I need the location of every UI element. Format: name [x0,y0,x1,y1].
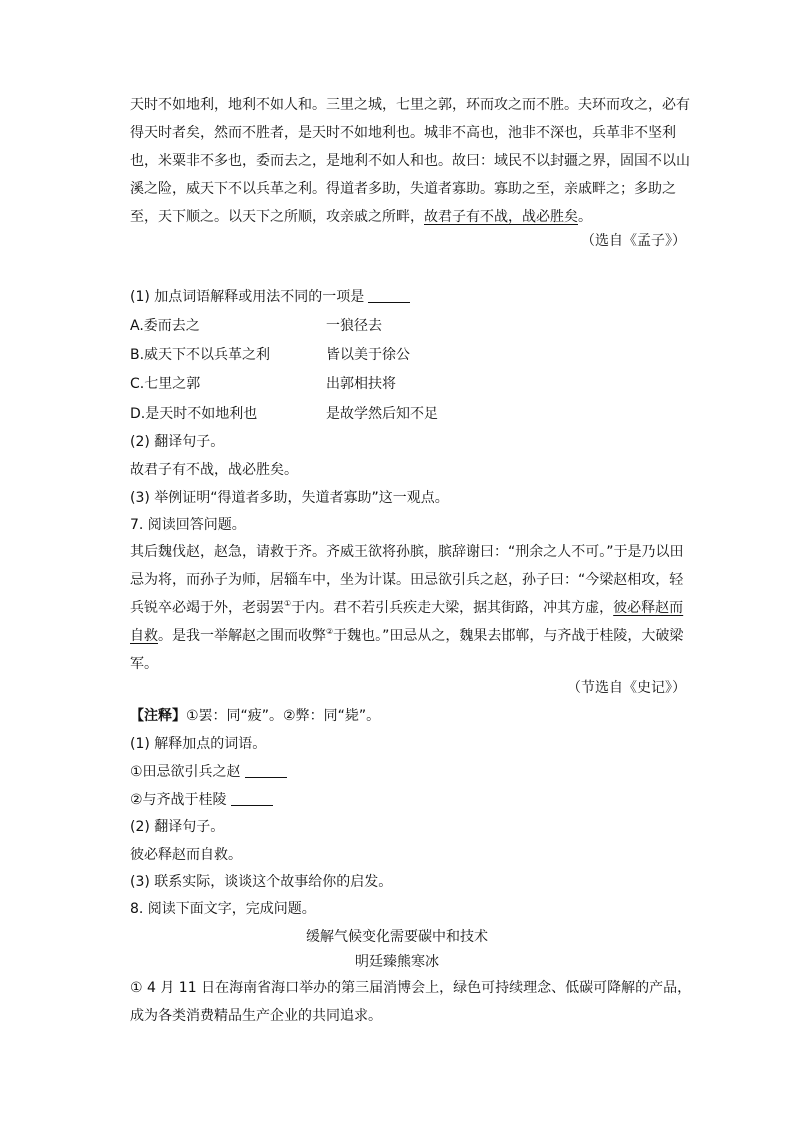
option-c-right: 出郭相扶将 [326,376,396,392]
q7-sub2-prompt: (2) 翻译句子。 [130,819,225,835]
answer-blank[interactable] [368,302,410,303]
option-c-left: C.七里之郭 [130,376,201,392]
option-d-left: D.是天时不如地利也 [130,406,258,422]
q7-sub1-prompt: (1) 解释加点的词语。 [130,736,267,752]
answer-blank[interactable] [231,805,273,806]
notes-label: 【注释】 [130,708,186,724]
notes-text: ①罢：同“疲”。②弊：同“毙”。 [186,708,381,724]
q6-sub1 [130,287,410,307]
shiji-text-1: 其后魏伐赵，赵急，请救于齐。齐威王欲将孙膑，膑辞谢曰：“刑余之人不可。”于是乃以田忌为将，而孙子为师，居辎车中，坐为计谋。田忌欲引兵之赵，孙子曰：“今梁赵相攻，轻兵锐卒必竭于外，老弱罢 [130,544,684,616]
option-a-right: 一狼径去 [326,318,382,334]
q7-heading: 7. 阅读回答问题。 [130,517,246,533]
shiji-text-4: 于魏也。”田忌从之，魏果去邯郸，与齐战于桂陵，大破梁军。 [130,628,684,672]
notes [130,706,380,726]
note-mark-1: ① [284,599,292,608]
passage-mencius [130,91,696,231]
answer-blank[interactable] [245,777,287,778]
q7-sub1-b-text: ②与齐战于桂陵 [130,792,227,808]
shiji-text-3: 。是我一举解赵之围而收弊 [158,628,326,644]
passage-text: 天时不如地利，地利不如人和。三里之城，七里之郭，环而攻之而不胜。夫环而攻之，必有得天时者矣，然而不胜者，是天时不如地利也。城非不高也，池非不深也，兵革非不坚利也，米粟非不多也，委而去之，是地利不如人和也。故曰：域民不以封疆之界，固国不以山溪之险，威天下不以兵革之利。得道者多助，失道者寡助。寡助之至，亲戚畔之；多助之至，天下顺之。以天下之所顺，攻亲戚之所畔， [130,97,690,225]
shiji-source: （节选自《史记》） [567,680,686,696]
q6-sub2-prompt: (2) 翻译句子。 [130,434,225,450]
passage-end: 。 [578,209,592,225]
q6-sub2-sentence: 故君子有不战，战必胜矣。 [130,462,298,478]
q7-sub1-b [130,790,273,810]
passage-source: （选自《孟子》） [581,233,686,249]
note-mark-2: ② [326,627,334,636]
article-author: 明廷臻熊寒冰 [355,954,439,970]
shiji-text-2: 于内。君不若引兵疾走大梁，据其街路，冲其方虚， [291,600,614,616]
option-b-left: B.威天下不以兵革之利 [130,347,271,363]
q6-sub3-prompt: (3) 举例证明“得道者多助，失道者寡助”这一观点。 [130,490,449,506]
q7-sub1-a [130,762,287,782]
q7-sub2-sentence: 彼必释赵而自救。 [130,847,242,863]
q8-heading: 8. 阅读下面文字，完成问题。 [130,901,316,917]
option-a-left: A.委而去之 [130,318,200,334]
article-title: 缓解气候变化需要碳中和技术 [306,929,488,945]
underlined-sentence: 彼必释赵而自救 [130,600,684,644]
q7-sub3-prompt: (3) 联系实际，谈谈这个故事给你的启发。 [130,874,393,890]
q7-sub1-a-text: ①田忌欲引兵之赵 [130,764,241,780]
passage-shiji [130,538,696,678]
article-paragraph-1: ① 4 月 11 日在海南省海口举办的第三届消博会上，绿色可持续理念、低碳可降解的产品，成为各类消费精品生产企业的共同追求。 [130,980,692,1024]
option-d-right: 是故学然后知不足 [326,406,438,422]
q6-sub1-prompt: (1) 加点词语解释或用法不同的一项是 [130,289,365,305]
underlined-sentence: 故君子有不战，战必胜矣 [424,209,578,225]
option-b-right: 皆以美于徐公 [326,347,410,363]
